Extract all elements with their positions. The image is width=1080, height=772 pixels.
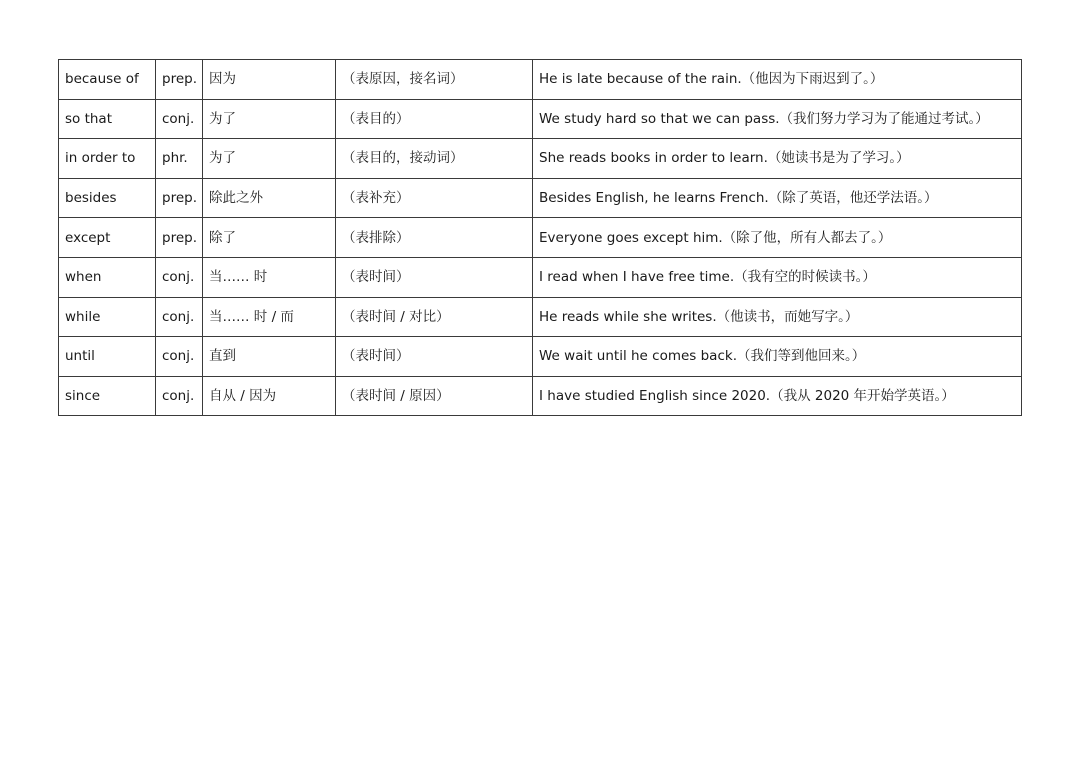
- word-cell: except: [59, 218, 156, 258]
- example-sentence-cell: She reads books in order to learn.（她读书是为了学习。）: [533, 139, 1022, 179]
- meaning-cell: 当…… 时: [203, 257, 336, 297]
- example-sentence-cell: I read when I have free time.（我有空的时候读书。）: [533, 257, 1022, 297]
- table-row: [59, 337, 1022, 377]
- table-row: [59, 139, 1022, 179]
- example-sentence-cell: Besides English, he learns French.（除了英语，他还学法语。）: [533, 178, 1022, 218]
- usage-note-cell: （表目的）: [336, 99, 533, 139]
- word-cell: in order to: [59, 139, 156, 179]
- usage-note-cell: （表时间）: [336, 337, 533, 377]
- part-of-speech-cell: conj.: [156, 337, 203, 377]
- word-cell: when: [59, 257, 156, 297]
- usage-note-cell: （表时间）: [336, 257, 533, 297]
- table-row: [59, 218, 1022, 258]
- meaning-cell: 自从 / 因为: [203, 376, 336, 416]
- table-row: [59, 178, 1022, 218]
- example-sentence-cell: He reads while she writes.（他读书，而她写字。）: [533, 297, 1022, 337]
- meaning-cell: 当…… 时 / 而: [203, 297, 336, 337]
- usage-note-cell: （表时间 / 原因）: [336, 376, 533, 416]
- word-cell: until: [59, 337, 156, 377]
- word-cell: since: [59, 376, 156, 416]
- example-sentence-cell: I have studied English since 2020.（我从 2020 年开始学英语。）: [533, 376, 1022, 416]
- meaning-cell: 为了: [203, 99, 336, 139]
- usage-note-cell: （表时间 / 对比）: [336, 297, 533, 337]
- word-cell: while: [59, 297, 156, 337]
- part-of-speech-cell: prep.: [156, 60, 203, 100]
- meaning-cell: 除了: [203, 218, 336, 258]
- part-of-speech-cell: phr.: [156, 139, 203, 179]
- table-row: [59, 257, 1022, 297]
- part-of-speech-cell: prep.: [156, 218, 203, 258]
- table-row: [59, 99, 1022, 139]
- table-row: [59, 376, 1022, 416]
- usage-note-cell: （表排除）: [336, 218, 533, 258]
- example-sentence-cell: We study hard so that we can pass.（我们努力学习为了能通过考试。）: [533, 99, 1022, 139]
- example-sentence-cell: He is late because of the rain.（他因为下雨迟到了。）: [533, 60, 1022, 100]
- meaning-cell: 为了: [203, 139, 336, 179]
- word-cell: besides: [59, 178, 156, 218]
- part-of-speech-cell: prep.: [156, 178, 203, 218]
- table-row: [59, 297, 1022, 337]
- word-cell: because of: [59, 60, 156, 100]
- table-row: [59, 60, 1022, 100]
- part-of-speech-cell: conj.: [156, 257, 203, 297]
- word-cell: so that: [59, 99, 156, 139]
- part-of-speech-cell: conj.: [156, 376, 203, 416]
- usage-note-cell: （表补充）: [336, 178, 533, 218]
- meaning-cell: 因为: [203, 60, 336, 100]
- example-sentence-cell: Everyone goes except him.（除了他，所有人都去了。）: [533, 218, 1022, 258]
- usage-note-cell: （表目的，接动词）: [336, 139, 533, 179]
- meaning-cell: 直到: [203, 337, 336, 377]
- vocabulary-table: [58, 59, 1022, 416]
- usage-note-cell: （表原因，接名词）: [336, 60, 533, 100]
- part-of-speech-cell: conj.: [156, 297, 203, 337]
- meaning-cell: 除此之外: [203, 178, 336, 218]
- example-sentence-cell: We wait until he comes back.（我们等到他回来。）: [533, 337, 1022, 377]
- part-of-speech-cell: conj.: [156, 99, 203, 139]
